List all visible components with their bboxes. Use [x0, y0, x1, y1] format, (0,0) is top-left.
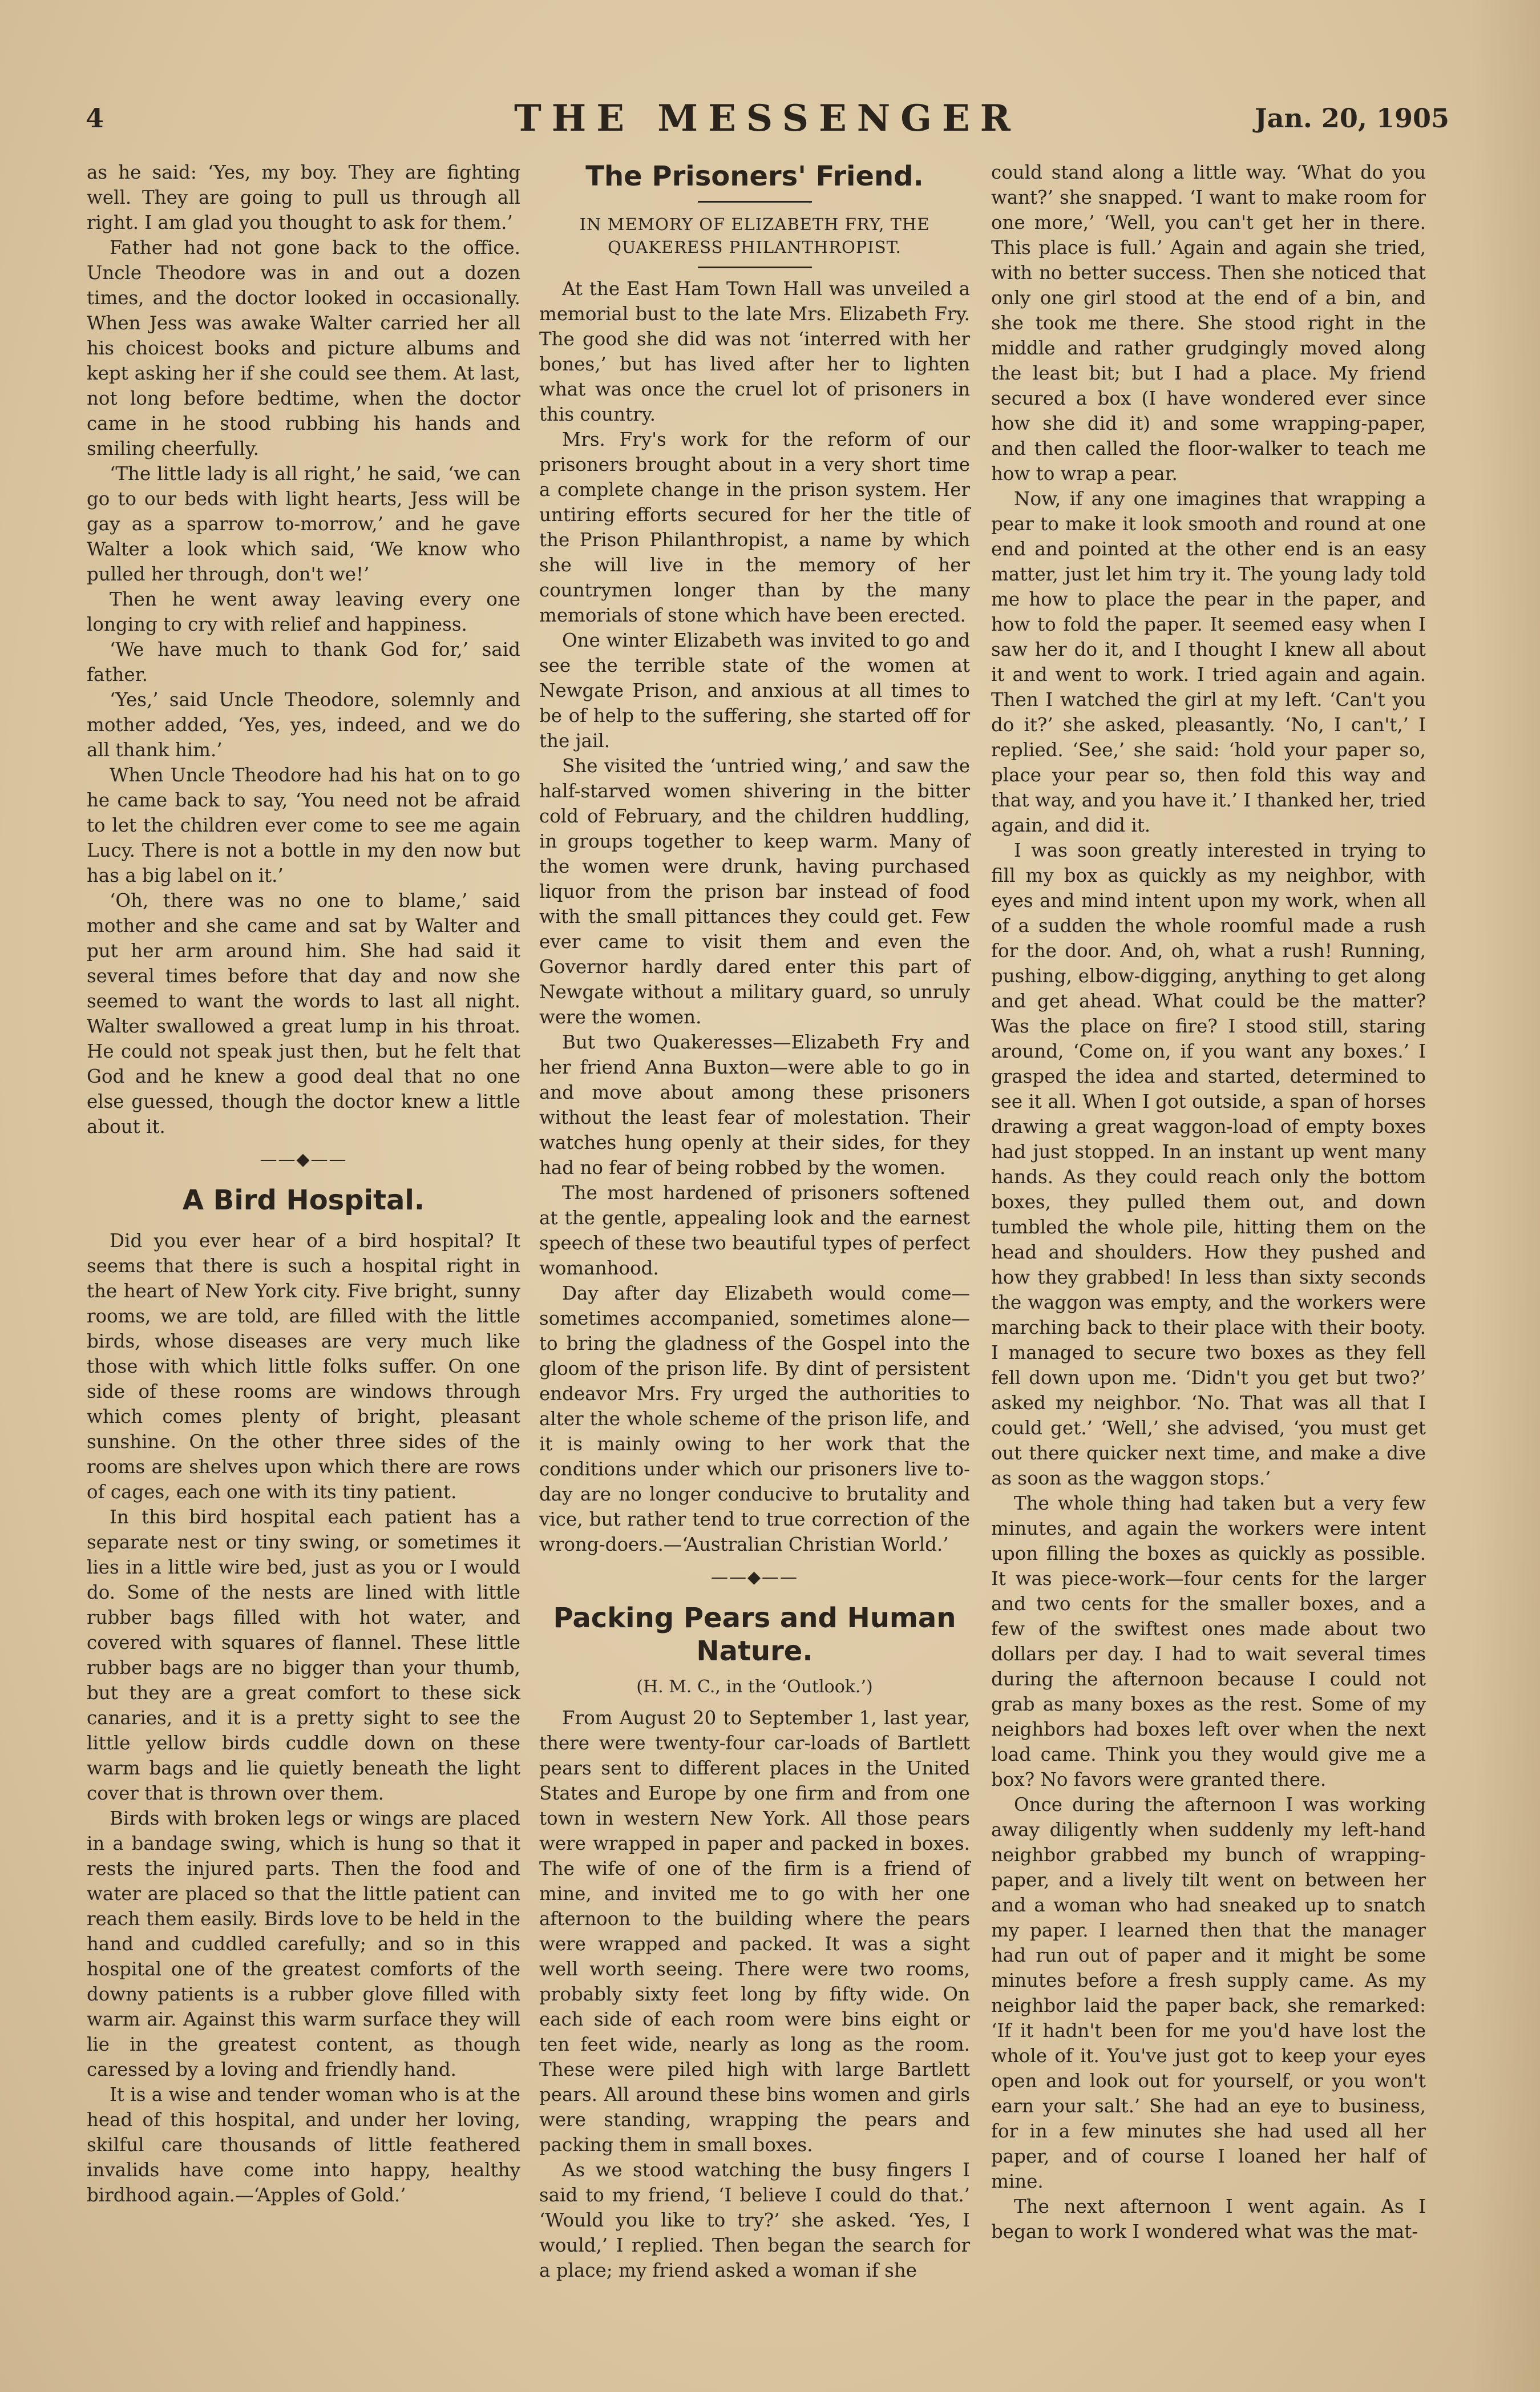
paragraph: Now, if any one imagines that wrapping a pear to make it look smooth and round at one end and pointed at the other end is an easy matter, just let him try it. The young lady told me how to place the pear in the paper, and how to fold the paper. It seemed easy when I saw her do it, and I thought I knew all about it and went to work. I tried again and again. Then I watched the girl at my left. ‘Can't you do it?’ she asked, pleasantly. ‘No, I can't,’ I replied. ‘See,’ she said: ‘hold your paper so, place your pear so, then fold this way and that way, and you have it.’ I thanked her, tried again, and did it.	[991, 488, 1426, 836]
paragraph: The next afternoon I went again. As I began to work I wondered what was the mat-	[991, 2196, 1426, 2242]
paragraph: One winter Elizabeth was invited to go and see the terrible state of the women at Newgate Prison, and anxious at all times to be of help to the suffering, she started off for the jail.	[539, 630, 970, 752]
column-3	[991, 160, 1426, 2244]
paragraph: ‘We have much to thank God for,’ said father.	[87, 639, 520, 685]
article-subtitle: IN MEMORY OF ELIZABETH FRY, THE QUAKERESS PHILANTHROPIST.	[579, 215, 930, 257]
paragraph: Day after day Elizabeth would come—sometimes accompanied, sometimes alone—to bring the gladness of the Gospel into the gloom of the prison life. By dint of persistent endeavor Mrs. Fry urged the authorities to alter the whole scheme of the prison life, and it is mainly owing to her work that the conditions under which our prisoners live to-day are no longer conducive to brutality and vice, but rather tend to true correction of the wrong-doers.—‘Australian Christian World.’	[539, 1282, 970, 1555]
paragraph: But two Quakeresses—Elizabeth Fry and her friend Anna Buxton—were able to go in and move about among these prisoners without the least fear of molestation. Their watches hung openly at their sides, for they had no fear of being robbed by the women.	[539, 1031, 970, 1179]
paragraph: could stand along a little way. ‘What do you want?’ she snapped. ‘I want to make room for one more,’ ‘Well, you can't get her in there. This place is full.’ Again and again she tried, with no better success. Then she noticed that only one girl stood at the end of a bin, and she took me there. She stood right in the middle and rather grudgingly moved along the least bit; but I had a place. My friend secured a box (I have wondered ever since how she did it) and some wrapping-paper, and then called the floor-walker to teach me how to wrap a pear.	[991, 162, 1426, 485]
column-1	[87, 160, 520, 2208]
paragraph: The whole thing had taken but a very few minutes, and again the workers were intent upon filling the boxes as quickly as possible. It was piece-work—four cents for the larger and two cents for the smaller boxes, and a few of the swiftest ones made about two dollars per day. I had to wait several times during the afternoon because I could not grab as many boxes as the rest. Some of my neighbors had boxes left over when the next load came. Think you they would give me a box? No favors were granted there.	[991, 1493, 1426, 1790]
article-credit: (H. M. C., in the ‘Outlook.’)	[636, 1677, 873, 1697]
paragraph: The most hardened of prisoners softened at the gentle, appealing look and the earnest speech of these two beautiful types of perfect womanhood.	[539, 1182, 970, 1279]
paragraph: Did you ever hear of a bird hospital? It seems that there is such a hospital right in the heart of New York city. Five bright, sunny rooms, we are told, are filled with the little birds, whose diseases are very much like those with which little folks suffer. On one side of these rooms are windows through which comes plenty of bright, pleasant sunshine. On the other three sides of the rooms are shelves upon which there are rows of cages, each one with its tiny patient.	[87, 1230, 520, 1503]
page-fold-shadow	[1472, 0, 1540, 2392]
rule	[698, 267, 812, 268]
rule	[698, 201, 812, 203]
paragraph: In this bird hospital each patient has a separate nest or tiny swing, or sometimes it lies in a little wire bed, just as you or I would do. Some of the nests are lined with little rubber bags filled with hot water, and covered with squares of flannel. These little rubber bags are no bigger than your thumb, but they are a great comfort to these sick canaries, and it is a pretty sight to see the little yellow birds cuddle down on these warm bags and lie quietly beneath the light cover that is thrown over them.	[87, 1506, 520, 1804]
paragraph: ‘Yes,’ said Uncle Theodore, solemnly and mother added, ‘Yes, yes, indeed, and we do all thank him.’	[87, 689, 520, 761]
article-title-prisoners-friend: The Prisoners' Friend.	[585, 160, 924, 192]
paragraph: When Uncle Theodore had his hat on to go he came back to say, ‘You need not be afraid to let the children ever come to see me again Lucy. There is not a bottle in my den now but has a big label on it.’	[87, 764, 520, 886]
section-divider: ——◆——	[710, 1567, 799, 1587]
paragraph: From August 20 to September 1, last year, there were twenty-four car-loads of Bartlett pears sent to different places in the United States and Europe by one firm and from one town in western New York. All those pears were wrapped in paper and packed in boxes. The wife of one of the firm is a friend of mine, and invited me to go with her one afternoon to the building where the pears were wrapped and packed. It was a sight well worth seeing. There were two rooms, probably sixty feet long by fifty wide. On each side of each room were bins eight or ten feet wide, nearly as long as the room. These were piled high with large Bartlett pears. All around these bins women and girls were standing, wrapping the pears and packing them in small boxes.	[539, 1707, 970, 2156]
paragraph: As we stood watching the busy fingers I said to my friend, ‘I believe I could do that.’ ‘Would you like to try?’ she asked. ‘Yes, I would,’ I replied. Then began the search for a place; my friend asked a woman if she	[539, 2159, 970, 2281]
masthead: THE MESSENGER	[514, 97, 1021, 140]
article-title-packing-pears: Packing Pears and Human Nature.	[553, 1602, 956, 1667]
paragraph: At the East Ham Town Hall was unveiled a memorial bust to the late Mrs. Elizabeth Fry. The good she did was not ‘interred with her bones,’ but has lived after her to lighten what was once the cruel lot of prisoners in this country.	[539, 278, 970, 425]
paragraph: ‘The little lady is all right,’ he said, ‘we can go to our beds with light hearts, Jess will be gay as a sparrow to-morrow,’ and he gave Walter a look which said, ‘We know who pulled her through, don't we!’	[87, 463, 520, 585]
paragraph: Father had not gone back to the office. Uncle Theodore was in and out a dozen times, and the doctor looked in occasionally. When Jess was awake Walter carried her all his choicest books and picture albums and kept asking her if she could see them. At last, not long before bedtime, when the doctor came in he stood rubbing his hands and smiling cheerfully.	[87, 237, 520, 459]
section-divider: ——◆——	[260, 1149, 347, 1169]
column-2	[539, 160, 970, 2283]
paragraph: It is a wise and tender woman who is at the head of this hospital, and under her loving, skilful care thousands of little feathered invalids have come into happy, healthy birdhood again.—‘Apples of Gold.’	[87, 2084, 520, 2206]
article-title-bird-hospital: A Bird Hospital.	[182, 1184, 425, 1216]
paragraph: as he said: ‘Yes, my boy. They are fighting well. They are going to pull us through all right. I am glad you thought to ask for them.’	[87, 162, 520, 233]
issue-date: Jan. 20, 1905	[1254, 103, 1449, 134]
paragraph: Birds with broken legs or wings are placed in a bandage swing, which is hung so that it rests the injured parts. Then the food and water are placed so that the little patient can reach them easily. Birds love to be held in the hand and cuddled carefully; and so in this hospital one of the greatest comforts of the downy patients is a rubber glove filled with warm air. Against this warm surface they will lie in the greatest content, as though caressed by a loving and friendly hand.	[87, 1808, 520, 2080]
paragraph: Then he went away leaving every one longing to cry with relief and happiness.	[87, 588, 520, 635]
paragraph: Mrs. Fry's work for the reform of our prisoners brought about in a very short time a complete change in the prison system. Her untiring efforts secured for her the title of the Prison Philanthropist, a name by which she will live in the memory of her countrymen longer than by the many memorials of stone which have been erected.	[539, 429, 970, 626]
paragraph: ‘Oh, there was no one to blame,’ said mother and she came and sat by Walter and put her arm around him. She had said it several times before that day and now she seemed to want the words to last all night. Walter swallowed a great lump in his throat. He could not speak just then, but he felt that God and he knew a good deal that no one else guessed, though the doctor knew a little about it.	[87, 890, 520, 1137]
page-header	[86, 97, 1449, 148]
paragraph: She visited the ‘untried wing,’ and saw the half-starved women shivering in the bitter cold of February, and the children huddling, in groups together to keep warm. Many of the women were drunk, having purchased liquor from the prison bar instead of food with the small pittances they could get. Few ever came to visit them and even the Governor hardly dared enter this part of Newgate without a military guard, so unruly were the women.	[539, 755, 970, 1028]
paragraph: I was soon greatly interested in trying to fill my box as quickly as my neighbor, with eyes and mind intent upon my work, when all of a sudden the whole roomful made a rush for the door. And, oh, what a rush! Running, pushing, elbow-digging, anything to get along and get ahead. What could be the matter? Was the place on fire? I stood still, staring around, ‘Come on, if you want any boxes.’ I grasped the idea and started, determined to see it all. When I got outside, a span of horses drawing a great waggon-load of empty boxes had just stopped. In an instant up went many hands. As they could reach only the bottom boxes, they pulled them out, and down tumbled the whole pile, hitting them on the head and shoulders. How they pushed and how they grabbed! In less than sixty seconds the waggon was empty, and the workers were marching back to their place with their booty. I managed to secure two boxes as they fell fell down upon me. ‘Didn't you get but two?’ asked my neighbor. ‘No. That was all that I could get.’ ‘Well,’ she advised, ‘you must get out there quicker next time, and make a dive as soon as the waggon stops.’	[991, 840, 1426, 1489]
page-number: 4	[86, 103, 104, 134]
paragraph: Once during the afternoon I was working away diligently when suddenly my left-hand neighbor grabbed my bunch of wrapping-paper, and a lively tilt went on between her and a woman who had sneaked up to snatch my paper. I learned then that the manager had run out of paper and it might be some minutes before a fresh supply came. As my neighbor laid the paper back, she remarked: ‘If it hadn't been for me you'd have lost the whole of it. You've just got to keep your eyes open and look out for yourself, or you won't earn your salt.’ She had an eye to business, for in a few minutes she had used all her paper, and of course I loaned her half of mine.	[991, 1794, 1426, 2192]
